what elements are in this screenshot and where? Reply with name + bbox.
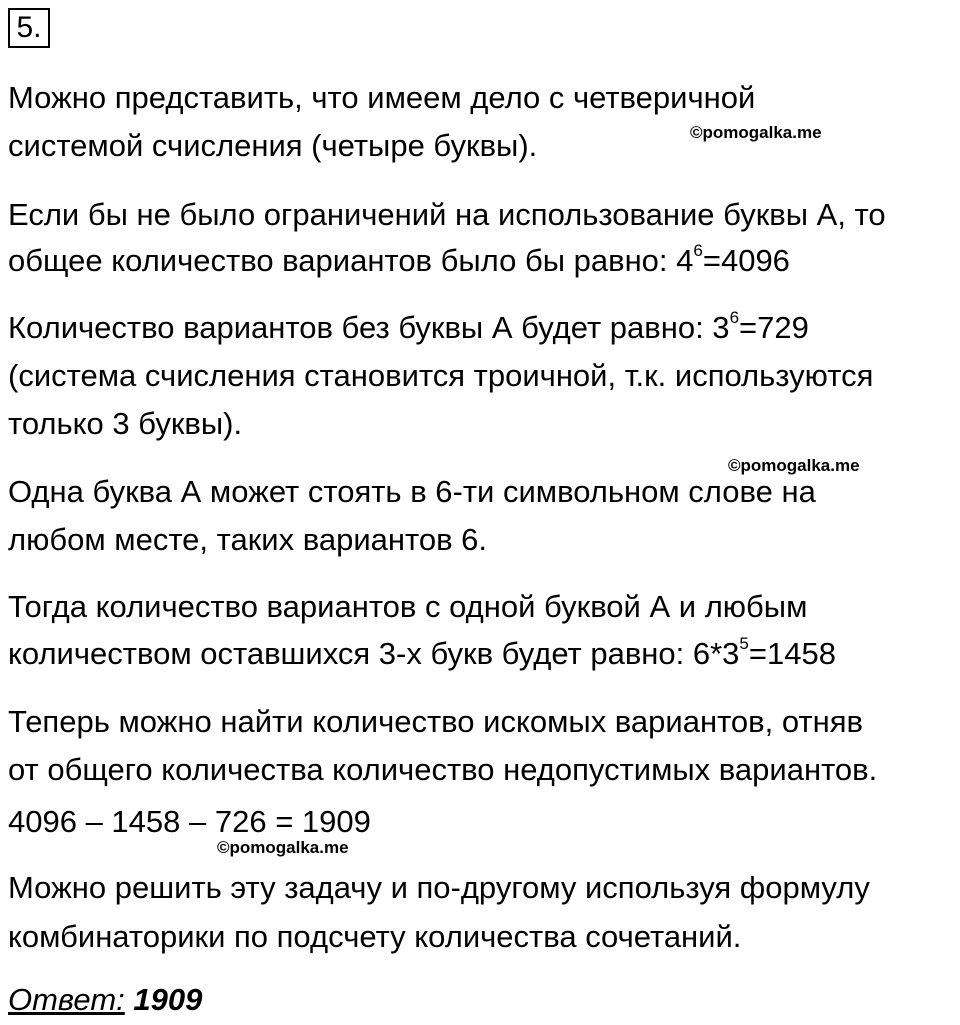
- p2-line2: [8, 240, 790, 279]
- p3-exponent: 6: [729, 307, 740, 327]
- p2-line2-text: общее количество вариантов было бы равно: 4: [8, 243, 694, 278]
- p7-line2: комбинаторики по подсчету количества сочетаний.: [8, 919, 742, 954]
- p3-line1-text: Количество вариантов без буквы А будет равно: 3: [8, 310, 730, 345]
- watermark-2: ©pomogalka.me: [728, 456, 860, 475]
- p2-exponent: 6: [693, 240, 703, 260]
- answer-line: [8, 982, 202, 1018]
- p7-line1: Можно решить эту задачу и по-другому используя формулу: [8, 870, 870, 905]
- watermark-3: ©pomogalka.me: [217, 838, 349, 857]
- answer-label: Ответ:: [8, 982, 125, 1017]
- p5-line2-text: количеством оставшихся 3-х букв будет равно: 6*3: [8, 636, 740, 671]
- p2-line1: Если бы не было ограничений на использование буквы А, то: [8, 197, 886, 232]
- p5-line1: Тогда количество вариантов с одной буквой А и любым: [8, 589, 808, 624]
- p6-line1: Теперь можно найти количество искомых вариантов, отняв: [8, 704, 863, 739]
- p3-line2: (система счисления становится троичной, т.к. используются: [8, 358, 874, 393]
- answer-value: 1909: [133, 982, 203, 1017]
- p3-line1: [8, 307, 809, 346]
- p5-line2-result: =1458: [748, 636, 836, 671]
- p1-line2: системой счисления (четыре буквы).: [8, 128, 538, 163]
- p1-line1: Можно представить, что имеем дело с четверичной: [8, 80, 756, 115]
- p4-line2: любом месте, таких вариантов 6.: [8, 522, 488, 557]
- p3-line1-result: =729: [739, 310, 809, 345]
- task-number: 5.: [8, 8, 50, 48]
- p5-exponent: 5: [739, 633, 749, 653]
- p6-line2: от общего количества количество недопустимых вариантов.: [8, 752, 878, 787]
- p6-equation: 4096 – 1458 – 726 = 1909: [8, 804, 371, 839]
- watermark-1: ©pomogalka.me: [690, 123, 822, 142]
- p2-line2-result: =4096: [702, 243, 790, 278]
- p3-line3: только 3 буквы).: [8, 406, 243, 441]
- p4-line1: Одна буква А может стоять в 6-ти символьном слове на: [8, 474, 816, 509]
- p5-line2: [8, 633, 836, 672]
